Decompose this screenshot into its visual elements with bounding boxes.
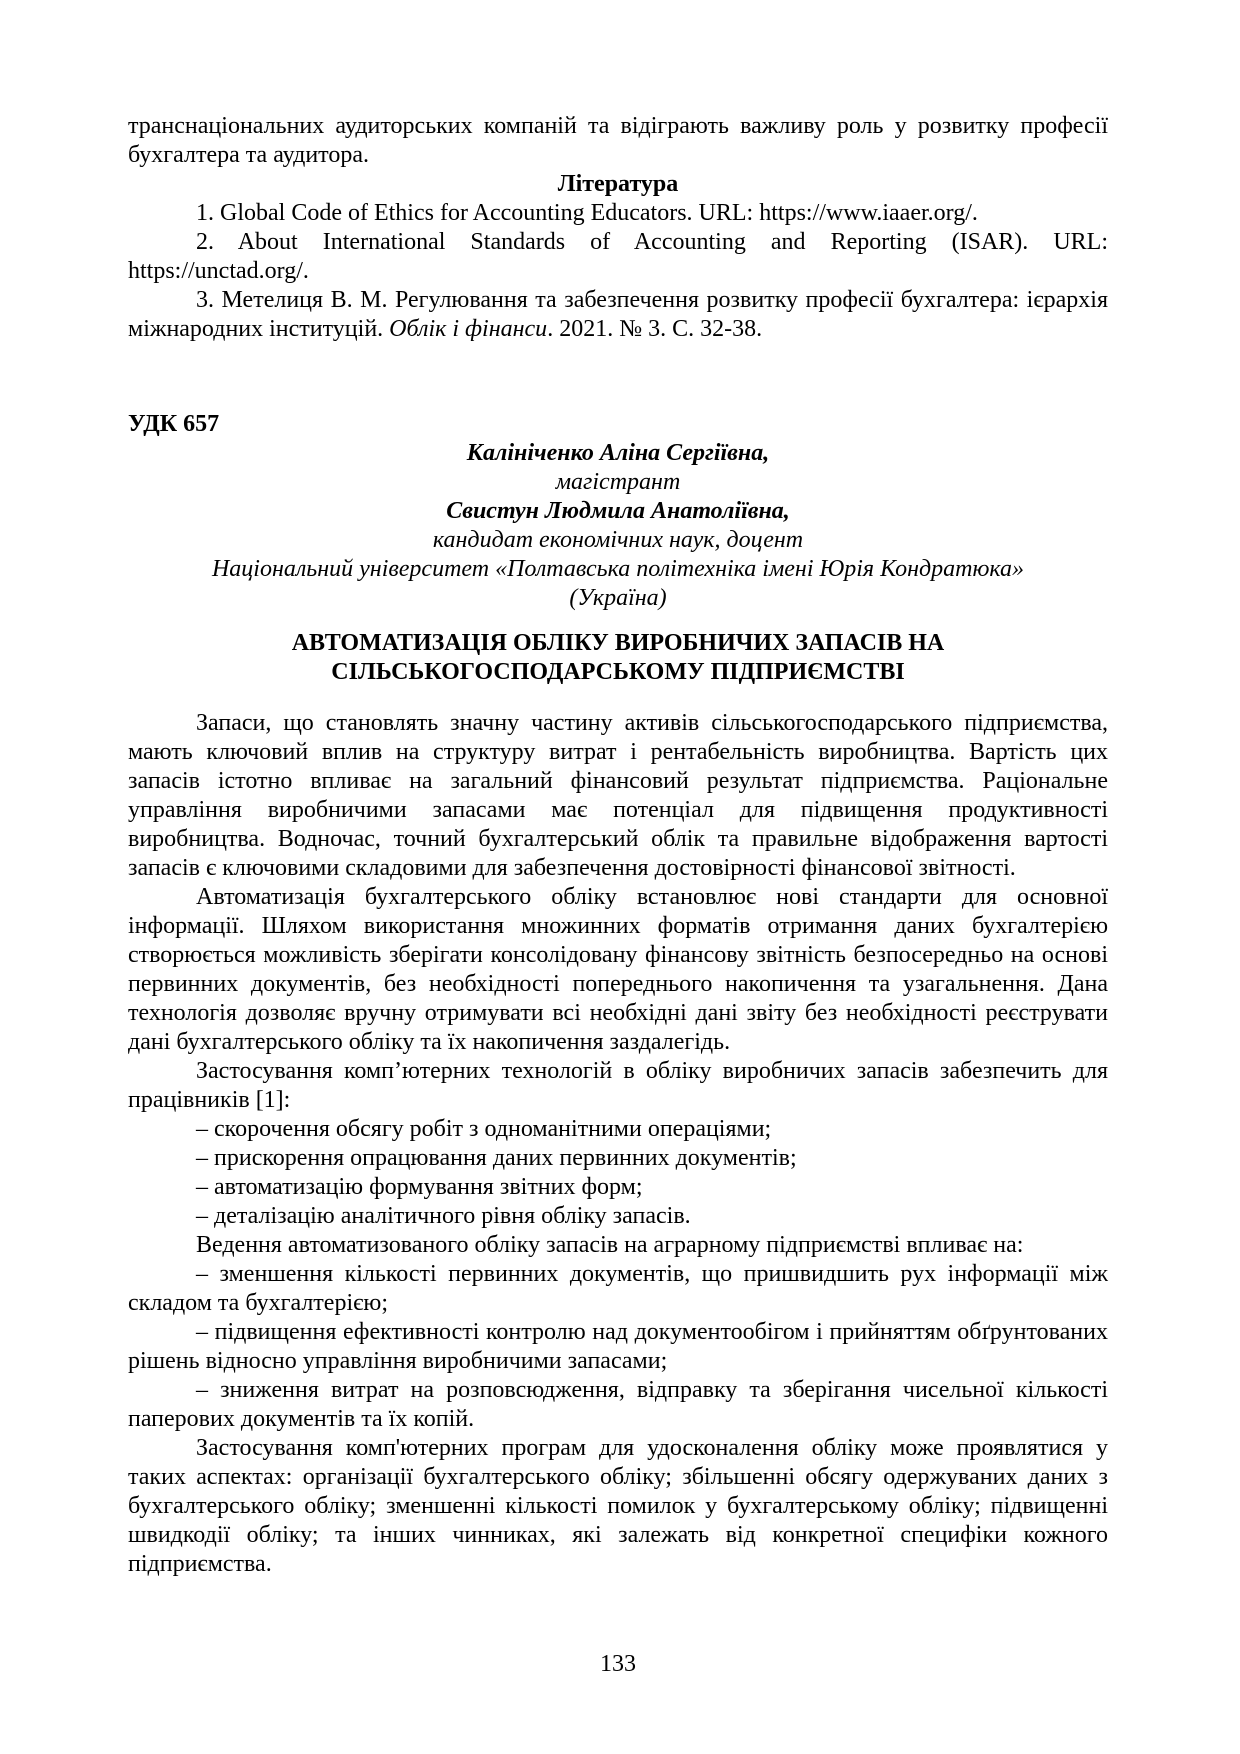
reference-text: 3. Метелиця В. М. Регулювання та забезпечення розвитку професії бухгалтера: ієрархія міжнародних інституцій. <box>128 287 1108 342</box>
author-role: кандидат економічних наук, доцент <box>432 527 804 553</box>
list-item: – прискорення опрацювання даних первинних документів; <box>196 1145 797 1171</box>
reference-journal-name: Облік і фінанси <box>389 316 548 342</box>
author-role: магістрант <box>555 469 681 495</box>
udc-label: УДК 657 <box>128 411 220 437</box>
page-number: 133 <box>600 1651 636 1677</box>
paragraph: Ведення автоматизованого обліку запасів на аграрному підприємстві впливає на: <box>196 1232 1024 1258</box>
list-item: – скорочення обсягу робіт з одноманітними операціями; <box>196 1116 772 1142</box>
list-item: – автоматизацію формування звітних форм; <box>196 1174 643 1200</box>
article-title-line: АВТОМАТИЗАЦІЯ ОБЛІКУ ВИРОБНИЧИХ ЗАПАСІВ НА <box>291 630 945 656</box>
reference-item <box>128 286 1108 344</box>
list-item: – зменшення кількості первинних документів, що пришвидшить рух інформації між складом та бухгалтерією; <box>128 1261 1108 1316</box>
article-title <box>128 629 1108 687</box>
paragraph: Запаси, що становлять значну частину активів сільськогосподарського підприємства, мають ключовий вплив на структуру витрат і рентабельність виробництва. Вартість цих запасів істотно впливає на загальний фінансовий результат підприємства. Раціональне управління виробничими запасами має потенціал для підвищення продуктивності виробництва. Водночас, точний бухгалтерський облік та правильне відображення вартості запасів є ключовими складовими для забезпечення достовірності фінансової звітності. <box>128 710 1108 881</box>
list-item: – зниження витрат на розповсюдження, відправку та зберігання чисельної кількості паперових документів та їх копій. <box>128 1377 1108 1432</box>
list-item: – підвищення ефективності контролю над документообігом і прийняттям обґрунтованих рішень відносно управління виробничими запасами; <box>128 1319 1108 1374</box>
reference-item: 1. Global Code of Ethics for Accounting Educators. URL: https://www.iaaer.org/. <box>196 200 978 226</box>
text-block <box>128 112 1108 1579</box>
list-item: – деталізацію аналітичного рівня обліку запасів. <box>196 1203 691 1229</box>
paragraph: Застосування комп'ютерних програм для удосконалення обліку може проявлятися у таких аспектах: організації бухгалтерського обліку; збільшенні обсягу одержуваних даних з бухгалтерського обліку; зменшенні кількості помилок у бухгалтерському обліку; підвищенні швидкодії обліку; та інших чинниках, які залежать від конкретної специфіки кожного підприємства. <box>128 1435 1108 1577</box>
paragraph: Застосування комп’ютерних технологій в обліку виробничих запасів забезпечить для працівників [1]: <box>128 1058 1108 1113</box>
literature-heading: Література <box>557 171 679 197</box>
reference-item: 2. About International Standards of Accounting and Reporting (ISAR). URL: https://unctad.org/. <box>128 229 1108 284</box>
article-title-line: СІЛЬСЬКОГОСПОДАРСЬКОМУ ПІДПРИЄМСТВІ <box>331 659 905 685</box>
author-name: Свистун Людмила Анатоліївна, <box>446 498 790 524</box>
author-name: Калініченко Аліна Сергіївна, <box>466 440 770 466</box>
affiliation: Національний університет «Полтавська політехніка імені Юрія Кондратюка» <box>211 556 1025 582</box>
closing-paragraph: транснаціональних аудиторських компаній та відіграють важливу роль у розвитку професії бухгалтера та аудитора. <box>128 113 1108 168</box>
country: (Україна) <box>569 585 667 611</box>
reference-text: . 2021. № 3. С. 32-38. <box>547 316 763 342</box>
paragraph: Автоматизація бухгалтерського обліку встановлює нові стандарти для основної інформації. Шляхом використання множинних форматів отримання даних бухгалтерією створюється можливість зберігати консолідовану фінансову звітність безпосередньо на основі первинних документів, без необхідності попереднього накопичення та узагальнення. Дана технологія дозволяє вручну отримувати всі необхідні дані звіту без необхідності реєструвати дані бухгалтерського обліку та їх накопичення заздалегідь. <box>128 884 1108 1055</box>
